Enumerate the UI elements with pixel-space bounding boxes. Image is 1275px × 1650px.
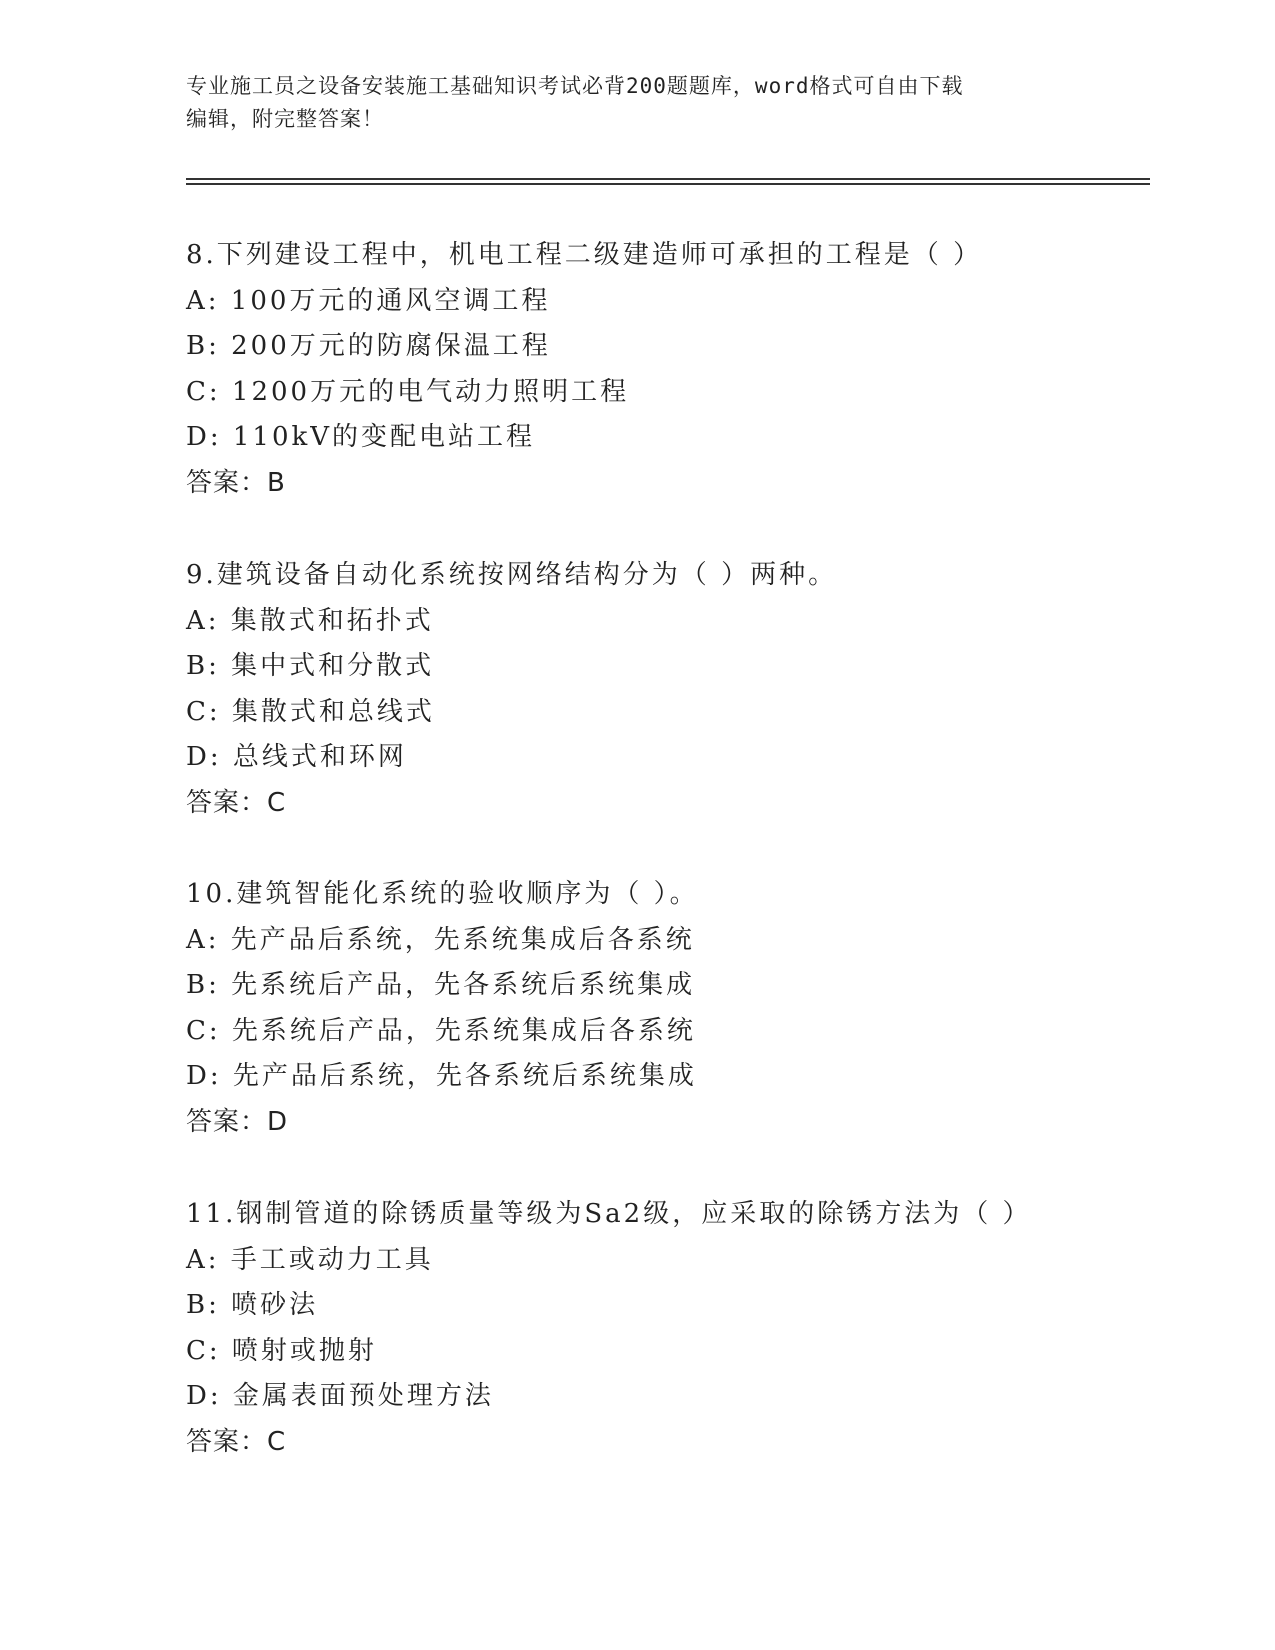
option-a: A: 手工或动力工具 [186, 1244, 434, 1275]
option-a: A: 先产品后系统，先系统集成后各系统 [186, 924, 695, 955]
option-b: B: 喷砂法 [186, 1290, 319, 1320]
option-c: C: 集散式和总线式 [186, 696, 435, 727]
header-divider-bottom [186, 183, 1150, 185]
question-stem: 11.钢制管道的除锈质量等级为Sa2级，应采取的除锈方法为（ ） [186, 1199, 1032, 1229]
option-d: D: 金属表面预处理方法 [186, 1381, 494, 1411]
option-a: A: 集散式和拓扑式 [186, 605, 434, 636]
question-stem: 10.建筑智能化系统的验收顺序为（ ）。 [186, 879, 699, 909]
option-c: C: 1200万元的电气动力照明工程 [186, 376, 630, 407]
answer: 答案：C [186, 787, 287, 818]
question-11 [186, 1192, 1146, 1465]
option-b: B: 集中式和分散式 [186, 651, 435, 681]
question-8 [186, 233, 1146, 506]
document-header [186, 70, 1086, 136]
question-stem: 8.下列建设工程中，机电工程二级建造师可承担的工程是（ ） [186, 240, 983, 270]
header-line-2: 编辑，附完整答案！ [186, 107, 384, 131]
option-c: C: 先系统后产品，先系统集成后各系统 [186, 1015, 696, 1046]
option-d: D: 总线式和环网 [186, 742, 407, 772]
question-stem: 9.建筑设备自动化系统按网络结构分为（ ）两种。 [186, 560, 838, 590]
option-b: B: 先系统后产品，先各系统后系统集成 [186, 970, 696, 1000]
header-line-1: 专业施工员之设备安装施工基础知识考试必背200题题库，word格式可自由下载 [186, 74, 964, 98]
question-10 [186, 872, 1146, 1145]
option-c: C: 喷射或抛射 [186, 1335, 377, 1366]
answer: 答案：C [186, 1426, 287, 1457]
option-b: B: 200万元的防腐保温工程 [186, 331, 551, 361]
answer: 答案：D [186, 1106, 289, 1137]
option-d: D: 先产品后系统，先各系统后系统集成 [186, 1061, 697, 1091]
option-d: D: 110kV的变配电站工程 [186, 422, 536, 452]
header-divider-top [186, 178, 1150, 180]
question-9 [186, 553, 1146, 826]
answer: 答案：B [186, 467, 286, 498]
option-a: A: 100万元的通风空调工程 [186, 285, 551, 316]
